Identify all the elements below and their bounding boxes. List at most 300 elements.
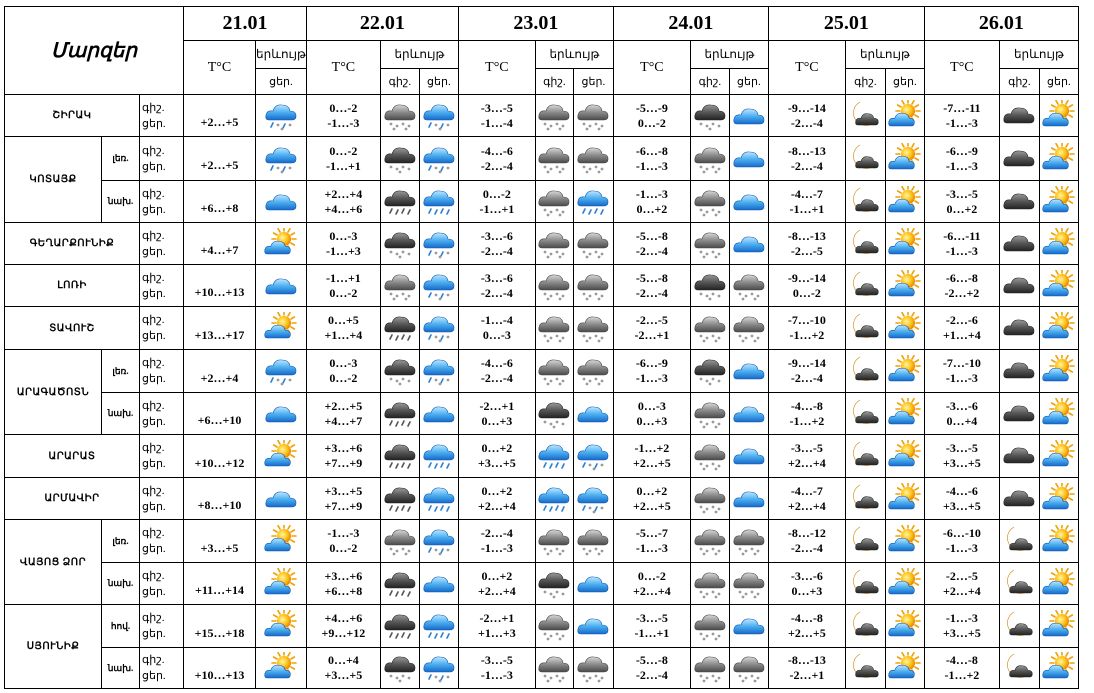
cloud-snow-icon [693, 143, 727, 175]
weather-cell [535, 95, 573, 137]
weather-cell [1039, 478, 1078, 520]
night-temp: -2…+1 [479, 398, 515, 413]
weather-cell [419, 648, 458, 689]
sun-cloud-icon [1042, 610, 1076, 642]
day-temp: -1…-3 [635, 541, 668, 555]
temp-cell [613, 95, 690, 137]
weather-cell [380, 137, 419, 181]
cloud-snow-icon [576, 312, 610, 344]
night-temp: 0…-2 [329, 100, 358, 115]
temp-cell [613, 223, 690, 265]
sun-cloud-icon [1042, 228, 1076, 260]
day-temp: +1…+4 [943, 328, 981, 342]
day-temp: +8…+10 [197, 498, 242, 512]
cloud-rain-icon [422, 610, 456, 642]
period-label [140, 181, 184, 223]
day-temp: +2…+5 [633, 498, 671, 513]
weather-cell [535, 265, 573, 307]
day-temp: 0…+2 [636, 201, 668, 216]
period-label [140, 265, 184, 307]
region-name: ԳԵՂԱՐՔՈՒՆԻՔ [5, 223, 140, 265]
night-temp: -7…-11 [943, 100, 981, 115]
cloud-snow-icon [576, 652, 610, 684]
day-temp: -2…-4 [635, 668, 668, 682]
day-label: ցեր. [142, 585, 166, 598]
sun-cloud-icon [888, 568, 922, 600]
sun-cloud-icon [888, 398, 922, 430]
weather-cell [885, 265, 924, 307]
sun-cloud-icon [1042, 440, 1076, 472]
night-temp: -3…-6 [945, 398, 978, 413]
day-temp: +2…+4 [200, 370, 239, 385]
table-row [5, 605, 1079, 648]
night-temp: -8…-13 [787, 143, 826, 158]
dark-cloud-icon [1002, 483, 1036, 515]
date-header: 24.01 [613, 7, 768, 41]
blue-cloud-icon [422, 398, 456, 430]
temp-cell [768, 265, 845, 307]
temp-cell [924, 95, 999, 137]
night-period-header: գիշ. [845, 69, 885, 95]
sub-area-label: լեռ. [102, 520, 140, 563]
day-temp: +10…+13 [194, 667, 245, 682]
moon-cloud-icon [848, 312, 882, 344]
temp-cell [613, 520, 690, 563]
sun-cloud-icon [888, 186, 922, 218]
night-temp: 0…+2 [481, 483, 513, 498]
weather-cell [999, 223, 1039, 265]
table-row [5, 223, 1079, 265]
phenomenon-header: երևույթ [256, 41, 307, 69]
weather-cell [535, 605, 573, 648]
cloud-snow-icon [537, 228, 571, 260]
day-temp: -2…-4 [480, 243, 513, 258]
cloud-snow-icon [537, 186, 571, 218]
day-temp: 0…+2 [946, 201, 978, 216]
period-label [140, 648, 184, 689]
sun-cloud-icon [264, 525, 298, 557]
temp-cell [306, 478, 380, 520]
weather-cell [885, 435, 924, 478]
day-temp: -2…-4 [790, 158, 823, 173]
cloud-rain-snow-icon [422, 355, 456, 387]
sun-cloud-icon [1042, 398, 1076, 430]
weather-cell [535, 223, 573, 265]
sun-cloud-icon [1042, 652, 1076, 684]
cloud-rain-snow-icon [576, 483, 610, 515]
cloud-rain-snow-icon [422, 312, 456, 344]
temp-cell [458, 307, 535, 350]
weather-cell [690, 520, 729, 563]
night-temp: -5…-8 [635, 270, 668, 285]
temp-cell [184, 520, 256, 563]
sun-cloud-icon [1042, 568, 1076, 600]
weather-cell [845, 307, 885, 350]
dark-cloud-rain-icon [383, 440, 417, 472]
temp-cell [184, 605, 256, 648]
weather-cell [845, 393, 885, 435]
dark-cloud-icon [1002, 143, 1036, 175]
cloud-rain-snow-icon [264, 100, 298, 132]
weather-cell [729, 435, 768, 478]
dark-cloud-rain-icon [383, 312, 417, 344]
weather-cell [256, 648, 307, 689]
sun-cloud-icon [1042, 312, 1076, 344]
temp-cell [924, 563, 999, 605]
sun-cloud-icon [1042, 186, 1076, 218]
weather-cell [845, 95, 885, 137]
weather-cell [535, 181, 573, 223]
weather-cell [885, 648, 924, 689]
cloud-snow-icon [576, 100, 610, 132]
cloud-snow-icon [693, 483, 727, 515]
region-name: ԱՐԱՐԱՏ [5, 435, 140, 478]
temp-cell [458, 435, 535, 478]
day-temp: -2…+1 [634, 328, 670, 342]
cloud-snow-icon [693, 525, 727, 557]
weather-cell [535, 350, 573, 393]
night-temp: -3…-6 [790, 568, 823, 583]
day-temp: -1…+2 [944, 668, 980, 682]
weather-cell [885, 605, 924, 648]
weather-cell [999, 350, 1039, 393]
day-temp: -1…+1 [479, 201, 515, 216]
temp-cell [458, 223, 535, 265]
day-temp: 0…+4 [946, 413, 978, 428]
dark-cloud-rain-icon [383, 568, 417, 600]
day-temp: 0…-2 [637, 115, 666, 130]
day-temp: +2…+4 [478, 498, 516, 513]
temp-header: T°C [184, 41, 256, 95]
table-row [5, 307, 1079, 350]
period-label [140, 393, 184, 435]
day-temp: +6…+10 [197, 413, 242, 427]
night-temp: 0…+5 [327, 313, 359, 327]
temp-cell [613, 181, 690, 223]
sun-cloud-icon [888, 100, 922, 132]
temp-cell [184, 223, 256, 265]
day-label: ցեր. [142, 670, 166, 682]
night-temp: 0…+4 [327, 653, 359, 667]
day-temp: -2…+2 [944, 285, 980, 300]
night-temp: -6…-9 [945, 143, 978, 158]
night-temp: 0…+2 [481, 441, 513, 455]
night-temp: -5…-9 [635, 100, 668, 115]
day-temp: -1…-3 [327, 115, 360, 130]
cloud-rain-icon [422, 440, 456, 472]
sub-area-label: լեռ. [102, 137, 140, 181]
weather-cell [729, 265, 768, 307]
date-header: 26.01 [924, 7, 1078, 41]
day-temp: -2…-4 [480, 158, 513, 173]
sun-cloud-icon [888, 525, 922, 557]
weather-cell [256, 223, 307, 265]
weather-cell [690, 563, 729, 605]
weather-cell [419, 393, 458, 435]
day-temp: 0…-2 [329, 285, 358, 300]
night-temp: -7…-10 [787, 313, 826, 327]
temp-cell [306, 350, 380, 393]
weather-cell [573, 223, 613, 265]
night-label: գիշ. [142, 484, 165, 497]
weather-cell [573, 307, 613, 350]
weather-cell [729, 520, 768, 563]
day-temp: -2…-4 [790, 371, 823, 385]
day-temp: +3…+5 [478, 456, 516, 470]
weather-cell [729, 563, 768, 605]
day-period-header: ցեր. [885, 69, 924, 95]
day-label: ցեր. [142, 628, 166, 640]
dark-cloud-snow-icon [693, 355, 727, 387]
temp-cell [184, 307, 256, 350]
weather-cell [419, 181, 458, 223]
blue-cloud-icon [732, 228, 766, 260]
day-label: ցեր. [142, 330, 166, 342]
temp-cell [768, 393, 845, 435]
weather-cell [573, 648, 613, 689]
day-temp: -2…-4 [480, 371, 513, 385]
weather-cell [535, 478, 573, 520]
night-temp: -3…-5 [635, 611, 668, 625]
weather-cell [380, 265, 419, 307]
weather-cell [729, 307, 768, 350]
weather-cell [690, 223, 729, 265]
temp-cell [184, 478, 256, 520]
weather-cell [999, 563, 1039, 605]
night-temp: -2…-6 [945, 313, 978, 327]
weather-cell [380, 95, 419, 137]
weather-cell [690, 137, 729, 181]
weather-cell [885, 350, 924, 393]
cloud-snow-icon [693, 312, 727, 344]
night-temp: 0…-2 [637, 568, 666, 583]
cloud-snow-icon [383, 270, 417, 302]
temp-cell [458, 137, 535, 181]
weather-cell [535, 520, 573, 563]
cloud-snow-icon [576, 228, 610, 260]
day-label: ցեր. [142, 203, 166, 216]
period-label [140, 137, 184, 181]
day-temp: +15…+18 [194, 625, 245, 640]
moon-cloud-icon [848, 186, 882, 218]
day-label: ցեր. [142, 500, 166, 513]
day-period-header: ցեր. [419, 69, 458, 95]
temp-cell [306, 95, 380, 137]
temp-cell [458, 520, 535, 563]
sun-cloud-icon [888, 355, 922, 387]
night-temp: +2…+4 [324, 186, 363, 201]
day-temp: 0…+3 [791, 583, 823, 598]
weather-cell [573, 265, 613, 307]
day-temp: +6…+8 [200, 201, 239, 215]
night-temp: +4…+6 [324, 611, 363, 625]
blue-cloud-icon [422, 568, 456, 600]
weather-cell [690, 648, 729, 689]
day-temp: +1…+4 [324, 328, 363, 342]
day-temp: -2…+1 [789, 668, 825, 682]
temp-cell [768, 137, 845, 181]
temp-cell [306, 307, 380, 350]
weather-cell [380, 435, 419, 478]
weather-cell [573, 520, 613, 563]
cloud-snow-icon [537, 143, 571, 175]
temp-cell [613, 350, 690, 393]
day-temp: -2…-5 [790, 243, 823, 258]
day-temp: +2…+4 [943, 583, 981, 598]
night-temp: -3…-6 [480, 228, 513, 243]
weather-cell [573, 435, 613, 478]
cloud-snow-icon [537, 610, 571, 642]
temp-cell [306, 563, 380, 605]
weather-cell [885, 478, 924, 520]
cloud-snow-icon [383, 525, 417, 557]
temp-cell [768, 435, 845, 478]
temp-cell [458, 648, 535, 689]
temp-cell [306, 137, 380, 181]
table-row [5, 137, 1079, 181]
weather-cell [1039, 350, 1078, 393]
temp-cell [306, 648, 380, 689]
weather-cell [999, 393, 1039, 435]
weather-cell [999, 435, 1039, 478]
night-label: գիշ. [142, 612, 165, 624]
weather-cell [729, 137, 768, 181]
cloud-snow-icon [576, 270, 610, 302]
temp-cell [924, 307, 999, 350]
region-name: ԱՐԱԳԱԾՈՏՆ [5, 350, 102, 435]
night-label: գիշ. [142, 314, 165, 326]
day-temp: +3…+5 [943, 498, 981, 513]
night-temp: -4…-7 [790, 483, 823, 498]
weather-cell [419, 265, 458, 307]
temp-cell [306, 265, 380, 307]
phenomenon-header: երևույթ [380, 41, 458, 69]
temp-cell [768, 520, 845, 563]
day-temp: -1…+1 [789, 201, 825, 216]
sun-cloud-icon [888, 610, 922, 642]
day-label: ցեր. [142, 458, 166, 470]
temp-cell [306, 181, 380, 223]
sub-area-label: նախ. [102, 563, 140, 605]
sun-cloud-icon [264, 610, 298, 642]
weather-cell [535, 393, 573, 435]
day-temp: -1…+2 [789, 413, 825, 428]
day-temp: 0…-2 [329, 541, 358, 555]
dark-cloud-icon [1002, 355, 1036, 387]
day-temp: +9…+12 [321, 626, 366, 640]
weather-cell [256, 478, 307, 520]
night-temp: -9…-14 [787, 100, 826, 115]
weather-cell [573, 393, 613, 435]
day-label: ցեր. [142, 160, 166, 173]
weather-cell [1039, 95, 1078, 137]
weather-cell [535, 563, 573, 605]
cloud-snow-icon [732, 525, 766, 557]
temp-cell [184, 181, 256, 223]
night-label: գիշ. [142, 654, 165, 666]
temp-cell [768, 563, 845, 605]
weather-cell [419, 95, 458, 137]
night-temp: -4…-8 [790, 398, 823, 413]
temp-cell [458, 478, 535, 520]
day-temp: +2…+5 [200, 158, 239, 172]
temp-cell [768, 181, 845, 223]
temp-cell [768, 478, 845, 520]
table-row [5, 265, 1079, 307]
temp-cell [924, 648, 999, 689]
weather-cell [256, 95, 307, 137]
night-temp: 0…-3 [329, 356, 358, 370]
night-temp: -2…-5 [945, 568, 978, 583]
moon-cloud-icon [848, 483, 882, 515]
weather-cell [885, 307, 924, 350]
cloud-rain-snow-icon [422, 228, 456, 260]
night-temp: -1…-3 [945, 611, 978, 625]
sun-cloud-icon [1042, 143, 1076, 175]
blue-cloud-icon [264, 270, 298, 302]
cloud-snow-icon [693, 440, 727, 472]
night-temp: -4…-7 [790, 186, 823, 201]
temp-cell [924, 605, 999, 648]
temp-cell [306, 435, 380, 478]
temp-cell [184, 435, 256, 478]
temp-cell [924, 435, 999, 478]
moon-cloud-icon [848, 652, 882, 684]
night-period-header: գիշ. [535, 69, 573, 95]
weather-cell [1039, 393, 1078, 435]
day-temp: +10…+12 [194, 455, 245, 470]
blue-cloud-icon [732, 610, 766, 642]
night-temp: -6…-8 [635, 143, 668, 158]
cloud-rain-icon [576, 186, 610, 218]
temp-cell [184, 265, 256, 307]
cloud-snow-icon [537, 100, 571, 132]
dark-cloud-icon [1002, 228, 1036, 260]
weather-cell [690, 265, 729, 307]
day-label: ցեր. [142, 117, 166, 130]
day-temp: +1…+3 [478, 626, 516, 640]
night-temp: -3…-5 [790, 441, 823, 455]
sun-cloud-icon [888, 312, 922, 344]
weather-cell [999, 478, 1039, 520]
weather-cell [1039, 137, 1078, 181]
day-label: ցեր. [142, 543, 166, 555]
moon-cloud-icon [848, 100, 882, 132]
temp-cell [306, 605, 380, 648]
weather-cell [729, 350, 768, 393]
day-temp: +3…+5 [324, 668, 363, 682]
cloud-snow-icon [693, 228, 727, 260]
header-row-dates [5, 7, 1079, 41]
moon-cloud-icon [848, 440, 882, 472]
weather-cell [690, 350, 729, 393]
dark-cloud-rain-icon [383, 186, 417, 218]
cloud-snow-icon [537, 652, 571, 684]
moon-cloud-icon [848, 143, 882, 175]
day-temp: +2…+5 [633, 456, 671, 470]
temp-cell [613, 265, 690, 307]
day-temp: +2…+5 [788, 626, 826, 640]
temp-cell [613, 393, 690, 435]
temp-cell [613, 563, 690, 605]
weather-cell [690, 478, 729, 520]
night-temp: -4…-6 [480, 143, 513, 158]
weather-cell [256, 181, 307, 223]
cloud-rain-icon [422, 186, 456, 218]
day-temp: -2…-4 [480, 285, 513, 300]
weather-cell [729, 605, 768, 648]
cloud-snow-icon [537, 525, 571, 557]
